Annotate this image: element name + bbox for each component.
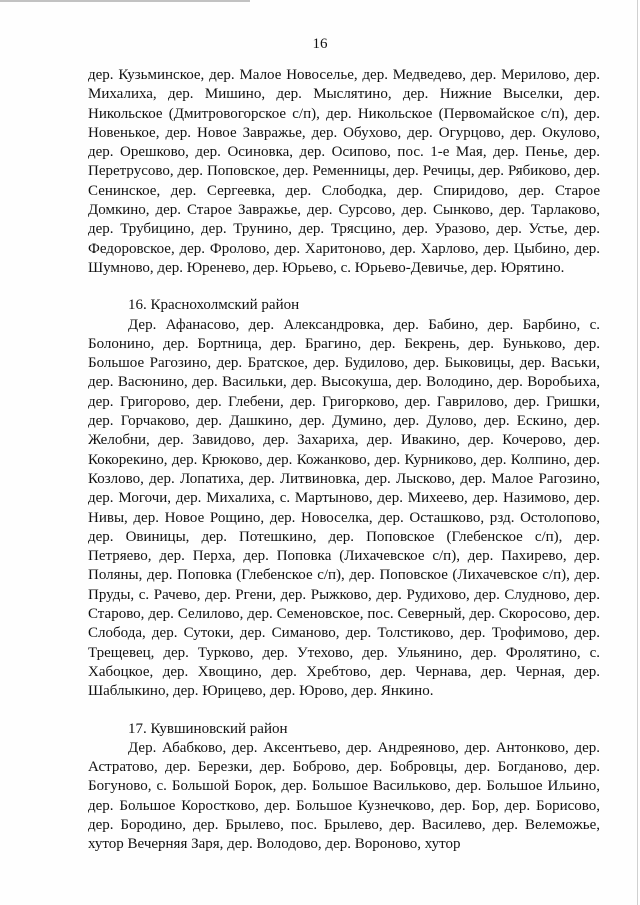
section-title: 17. Кувшиновский район	[128, 720, 288, 737]
scan-edge-top	[0, 0, 250, 2]
section-kuvshinovsky	[88, 720, 600, 855]
section-body: Дер. Абабково, дер. Аксентьево, дер. Андреяново, дер. Антонково, дер. Астратово, дер. Березки, дер. Боброво, дер. Бобровцы, дер. Богданово, дер. Богуново, с. Большой Борок, дер. Большое Васильково, дер. Большое Ильино, дер. Большое Коростково, дер. Большое Кузнечково, дер. Бор, дер. Борисово, дер. Бородино, дер. Брылево, пос. Брылево, дер. Василево, дер. Велеможье, хутор Вечерняя Заря, дер. Володово, дер. Вороново, хутор	[88, 739, 600, 853]
section-body: Дер. Афанасово, дер. Александровка, дер. Бабино, дер. Барбино, с. Болонино, дер. Бортница, дер. Брагино, дер. Бекрень, дер. Буньково, дер. Большое Рагозино, дер. Братское, дер. Будилово, дер. Быковицы, дер. Васьки, дер. Васюнино, дер. Васильки, дер. Высокуша, дер. Володино, дер. Воробьиха, дер. Григорово, дер. Глебени, дер. Григорково, дер. Гаврилово, дер. Гришки, дер. Горчаково, дер. Дашкино, дер. Думино, дер. Дулово, дер. Ескино, дер. Желобни, дер. Завидово, дер. Захариха, дер. Ивакино, дер. Кочерово, дер. Кокорекино, дер. Крюково, дер. Кожанково, дер. Курниково, дер. Колпино, дер. Козлово, дер. Лопатиха, дер. Литвиновка, дер. Лысково, дер. Малое Рагозино, дер. Могочи, дер. Михалиха, с. Мартыново, дер. Михеево, дер. Назимово, дер. Нивы, дер. Новое Рощино, дер. Новоселка, дер. Осташково, рзд. Остолопово, дер. Овиницы, дер. Потешкино, дер. Поповское (Глебенское с/п), дер. Петряево, дер. Перха, дер. Поповка (Лихачевское с/п), дер. Пахирево, дер. Поляны, дер. Поповка (Глебенское с/п), дер. Поповское (Лихачевское с/п), дер. Пруды, с. Рачево, дер. Ргени, дер. Рыжково, дер. Рудихово, дер. Слудново, дер. Старово, дер. Селилово, дер. Семеновское, пос. Северный, дер. Скоросово, дер. Слобода, дер. Сутоки, дер. Симаново, дер. Толстиково, дер. Трофимово, дер. Трещевец, дер. Турково, дер. Утехово, дер. Ульянино, дер. Фролятино, с. Хабоцкое, дер. Хвощино, дер. Хребтово, дер. Чернава, дер. Черная, дер. Шаблыкино, дер. Юрицево, дер. Юрово, дер. Янкино.	[88, 316, 600, 700]
document-content	[88, 66, 600, 855]
section-krasnokholmsky	[88, 296, 600, 701]
scan-edge-right	[637, 0, 638, 905]
page-number: 16	[312, 36, 328, 52]
intro-paragraph: дер. Кузьминское, дер. Малое Новоселье, дер. Медведево, дер. Мерилово, дер. Михалиха, дер. Мишино, дер. Мыслятино, дер. Нижние Выселки, дер. Никольское (Дмитровогорское с/п), дер. Никольское (Первомайское с/п), дер. Новенькое, дер. Новое Завражье, дер. Обухово, дер. Огурцово, дер. Окулово, дер. Орешково, дер. Осиновка, дер. Осипово, пос. 1-е Мая, дер. Пенье, дер. Перетрусово, дер. Поповское, дер. Ременницы, дер. Речицы, дер. Рябиково, дер. Сенинское, дер. Сергеевка, дер. Слободка, дер. Спиридово, дер. Старое Домкино, дер. Старое Завражье, дер. Сурсово, дер. Сынково, дер. Тарлаково, дер. Трубицино, дер. Трунино, дер. Трясцино, дер. Уразово, дер. Устье, дер. Федоровское, дер. Фролово, дер. Харитоново, дер. Харлово, дер. Цыбино, дер. Шумново, дер. Юренево, дер. Юрьево, с. Юрьево-Девичье, дер. Юрятино.	[88, 67, 600, 276]
section-title: 16. Краснохолмский район	[128, 297, 300, 314]
